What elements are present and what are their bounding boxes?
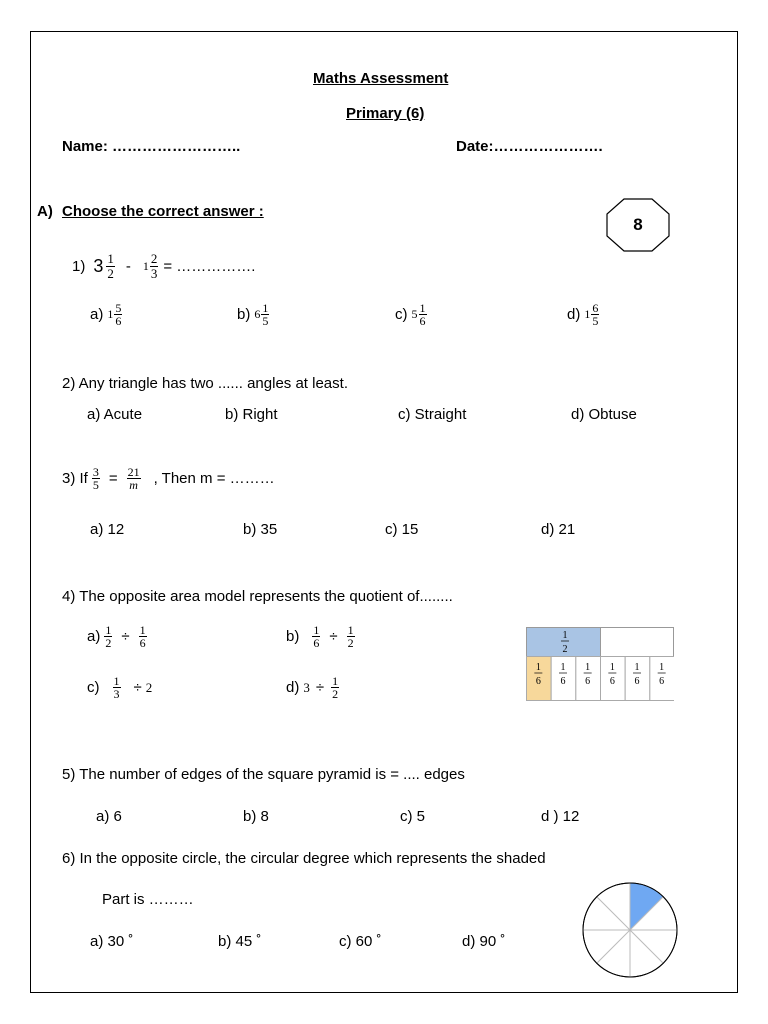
q1-num-1: 1: [107, 251, 114, 266]
q4-a-den-2: 6: [139, 636, 146, 650]
question-3: [62, 466, 275, 491]
q4-option-a-label: a): [87, 628, 101, 645]
name-field[interactable]: Name: ……………………..: [62, 138, 241, 155]
q1-mixed-1: [93, 252, 116, 281]
q1-option-a-whole: 1: [107, 307, 114, 321]
q4-b-den-2: 2: [347, 636, 354, 650]
q2-option-d[interactable]: d) Obtuse: [571, 406, 637, 423]
q4-option-a-op: ÷: [121, 628, 130, 645]
q4-d-den-2: 2: [332, 687, 339, 701]
q4-option-d-frac: [331, 675, 339, 700]
q1-den-1: 2: [107, 266, 114, 281]
q2-option-a[interactable]: a) Acute: [87, 406, 143, 423]
q5-option-d[interactable]: d ) 12: [541, 808, 580, 825]
score-octagon: [606, 198, 670, 252]
question-6: 6) In the opposite circle, the circular degree which represents the shaded: [62, 850, 546, 867]
q4-a-num-1: 1: [105, 623, 112, 637]
q4-b-num-2: 1: [347, 623, 354, 637]
q1-option-b-frac: [261, 302, 269, 327]
q4-option-c[interactable]: [87, 675, 152, 700]
sector-circle-figure: [580, 880, 680, 980]
q1-num-2: 2: [150, 251, 158, 266]
q1-option-b-num: 1: [262, 301, 269, 315]
q4-b-den-1: 6: [313, 636, 320, 650]
q4-option-b-frac-1: [312, 624, 320, 649]
area-model-sixth-num: 1: [659, 662, 665, 673]
q5-option-a[interactable]: a) 6: [96, 808, 122, 825]
area-model-sixth-num: 1: [560, 662, 566, 673]
q1-frac-2: [150, 252, 159, 281]
q4-option-c-op: ÷: [133, 679, 142, 696]
q1-option-b-den: 5: [262, 314, 269, 328]
area-model-half-num: 1: [562, 630, 568, 641]
q1-option-d-frac: [591, 302, 599, 327]
area-model-sixth-den: 6: [535, 676, 541, 687]
area-model-half-den: 2: [562, 644, 568, 655]
area-model-sixth-num: 1: [535, 662, 541, 673]
q1-option-a-num: 5: [115, 301, 122, 315]
q1-den-2: 3: [150, 266, 158, 281]
area-model-sixth-num: 1: [585, 662, 591, 673]
area-model-sixth-den: 6: [585, 676, 591, 687]
q4-option-b-op: ÷: [329, 628, 338, 645]
q1-minus: -: [125, 258, 131, 275]
page-subtitle: Primary (6): [346, 105, 425, 122]
score-value: 8: [633, 215, 643, 234]
q4-b-num-1: 1: [313, 623, 320, 637]
q1-mixed-2: [143, 252, 160, 281]
q4-d-num-2: 1: [332, 674, 339, 688]
q3-den-2: m: [129, 478, 138, 492]
q6-option-d[interactable]: d) 90 ˚: [462, 933, 506, 950]
q3-option-b[interactable]: b) 35: [243, 521, 278, 538]
q3-tail: , Then m = ………: [153, 470, 275, 487]
q1-option-c-whole: 5: [411, 307, 418, 321]
question-2: 2) Any triangle has two ...... angles at least.: [62, 375, 348, 392]
q2-option-c[interactable]: c) Straight: [398, 406, 467, 423]
q5-option-b[interactable]: b) 8: [243, 808, 269, 825]
q3-frac-2: [127, 466, 141, 491]
page-border: [30, 31, 738, 993]
q4-option-a[interactable]: [87, 624, 148, 649]
q4-option-a-frac-1: [104, 624, 112, 649]
date-field[interactable]: Date:………………….: [456, 138, 603, 155]
q4-option-b[interactable]: [286, 624, 356, 649]
q3-option-a[interactable]: a) 12: [90, 521, 125, 538]
q3-option-c[interactable]: c) 15: [385, 521, 419, 538]
q4-option-a-frac-2: [139, 624, 147, 649]
page-title: Maths Assessment: [313, 70, 449, 87]
q4-option-d-op: ÷: [315, 679, 325, 696]
area-model-sixth-den: 6: [609, 676, 615, 687]
q1-option-c-num: 1: [419, 301, 426, 315]
section-letter: A): [37, 203, 53, 220]
area-model-sixth-den: 6: [634, 676, 640, 687]
q1-option-c-label: c): [395, 306, 408, 323]
question-1: [72, 252, 255, 281]
section-title: Choose the correct answer :: [62, 203, 264, 220]
q6-option-c[interactable]: c) 60 ˚: [339, 933, 382, 950]
area-model-sixth-den: 6: [659, 676, 665, 687]
q1-option-c-den: 6: [419, 314, 426, 328]
question-4: 4) The opposite area model represents the quotient of........: [62, 588, 453, 605]
q1-option-b[interactable]: [237, 302, 270, 327]
q4-option-b-frac-2: [347, 624, 355, 649]
q1-option-b-whole: 6: [254, 307, 261, 321]
area-model-sixth-num: 1: [634, 662, 640, 673]
q1-option-d-whole: 1: [584, 307, 591, 321]
q6-option-a[interactable]: a) 30 ˚: [90, 933, 134, 950]
area-model-svg: [526, 627, 674, 701]
sector-circle-svg: [580, 880, 680, 980]
q1-option-d-num: 6: [592, 301, 599, 315]
q3-den-1: 5: [92, 478, 99, 492]
q4-option-c-tail: 2: [145, 679, 153, 695]
q1-option-b-label: b): [237, 306, 251, 323]
q4-c-den-1: 3: [113, 687, 120, 701]
q3-frac-1: [92, 466, 100, 491]
q3-prefix: 3) If: [62, 470, 88, 487]
q1-whole-1: 3: [93, 256, 104, 276]
area-model-sixth-den: 6: [560, 676, 566, 687]
q1-whole-2: 1: [142, 259, 149, 273]
q1-option-c[interactable]: [395, 302, 428, 327]
q1-option-c-frac: [419, 302, 427, 327]
q3-equals: =: [108, 470, 118, 487]
q4-option-b-label: b): [286, 628, 300, 645]
q1-tail: = …………….: [163, 258, 256, 275]
q6-option-b[interactable]: b) 45 ˚: [218, 933, 262, 950]
q1-option-d-den: 5: [592, 314, 599, 328]
question-6-line-2: Part is ………: [102, 891, 194, 908]
q1-option-a[interactable]: [90, 302, 123, 327]
q1-option-d[interactable]: [567, 302, 600, 327]
q1-frac-1: [106, 252, 115, 281]
q3-num-1: 3: [92, 465, 99, 479]
question-5: 5) The number of edges of the square pyramid is = .... edges: [62, 766, 465, 783]
q2-option-b[interactable]: b) Right: [225, 406, 278, 423]
q1-option-a-frac: [114, 302, 122, 327]
q4-option-d-label: d): [286, 679, 300, 696]
q3-option-d[interactable]: d) 21: [541, 521, 576, 538]
q4-a-num-2: 1: [139, 623, 146, 637]
q4-option-c-label: c): [87, 679, 100, 696]
q4-option-d-head: 3: [303, 679, 310, 695]
area-model-sixth-num: 1: [609, 662, 615, 673]
q1-option-a-den: 6: [115, 314, 122, 328]
q5-option-c[interactable]: c) 5: [400, 808, 426, 825]
q4-c-num-1: 1: [113, 674, 120, 688]
q4-option-c-frac: [113, 675, 121, 700]
q3-num-2: 21: [127, 465, 140, 479]
q1-option-d-label: d): [567, 306, 581, 323]
q4-a-den-1: 2: [105, 636, 112, 650]
q4-option-d[interactable]: [286, 675, 340, 700]
q1-number: 1): [72, 258, 86, 275]
q1-option-a-label: a): [90, 306, 104, 323]
area-model-figure: [526, 627, 674, 701]
